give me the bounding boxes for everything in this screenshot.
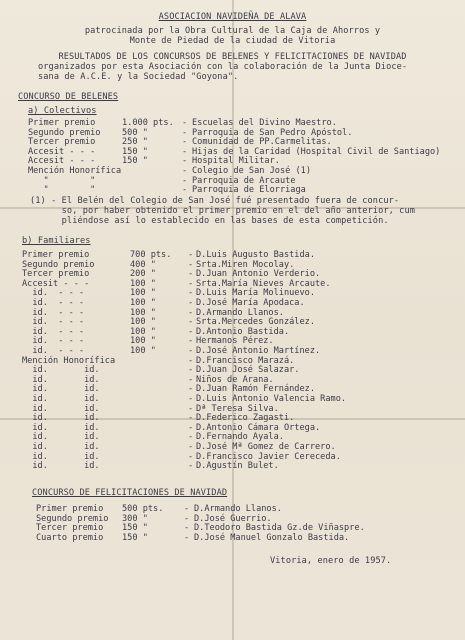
prize-label: id. - - - xyxy=(22,288,85,299)
intro-line: organizados por esta Asociación con la colaboración de la Junta Dioce- xyxy=(38,62,408,72)
prize-row xyxy=(0,250,465,260)
prize-dash: - xyxy=(184,532,190,543)
prize-label: Segundo premio xyxy=(36,513,109,524)
prize-dash: - xyxy=(188,422,194,433)
prize-amount: 100 " xyxy=(130,336,156,347)
prize-row xyxy=(0,452,465,462)
prize-winner: Dª Teresa Silva. xyxy=(196,403,279,414)
prize-winner: D.Francisco Javier Cereceda. xyxy=(196,451,341,462)
document-date: Vitoria, enero de 1957. xyxy=(270,556,392,566)
prize-row xyxy=(0,176,465,186)
prize-row xyxy=(0,317,465,327)
prize-row xyxy=(0,365,465,375)
prize-winner: D.Armando Llanos. xyxy=(196,307,284,318)
familiares-heading: b) Familiares xyxy=(22,236,91,246)
prize-dash: - xyxy=(188,288,194,299)
prize-amount: 400 " xyxy=(130,259,156,270)
prize-dash: - xyxy=(188,326,194,337)
prize-label: Segundo premio xyxy=(22,259,95,270)
prize-amount: 100 " xyxy=(130,326,156,337)
prize-dash: - xyxy=(188,355,194,366)
prize-row xyxy=(0,533,465,543)
prize-winner: D.José Manuel Gonzalo Bastida. xyxy=(194,532,350,543)
prize-dash: - xyxy=(182,118,188,128)
intro-heading: RESULTADOS DE LOS CONCURSOS DE BELENES Y FELICITACIONES DE NAVIDAD xyxy=(58,52,407,62)
prize-dash: - xyxy=(188,374,194,385)
prize-winner: D.Juan Ramón Fernández. xyxy=(196,384,315,395)
prize-label: id. id. xyxy=(22,384,100,395)
prize-dash: - xyxy=(182,175,188,186)
prize-label: Tercer premio xyxy=(36,523,104,534)
prize-winner: Srta.María Nieves Arcaute. xyxy=(196,278,331,289)
prize-label: id. id. xyxy=(22,432,100,443)
prize-winner: Escuelas del Divino Maestro. xyxy=(192,118,337,128)
prize-dash: - xyxy=(182,137,188,148)
prize-dash: - xyxy=(188,394,194,404)
prize-label: Accesit - - - xyxy=(28,156,96,167)
prize-winner: Parroquia de Elorriaga xyxy=(192,185,306,196)
prize-dash: - xyxy=(182,166,188,176)
prize-label: id. - - - xyxy=(22,298,85,308)
prize-label: Mención Honorífica xyxy=(22,355,116,366)
prize-winner: D.José Guerrio. xyxy=(194,513,272,524)
prize-winner: Parroquia de San Pedro Apóstol. xyxy=(192,127,353,138)
prize-label: id. - - - xyxy=(22,346,85,356)
prize-row xyxy=(0,523,465,533)
prize-dash: - xyxy=(188,432,194,443)
prize-row xyxy=(0,404,465,414)
prize-dash: - xyxy=(188,365,194,376)
prize-amount: 700 pts. xyxy=(130,250,172,260)
prize-label: Accesit - - - xyxy=(22,278,90,289)
prize-dash: - xyxy=(188,442,194,452)
prize-label: id. id. xyxy=(22,365,100,376)
prize-row xyxy=(0,118,465,128)
prize-dash: - xyxy=(188,451,194,462)
prize-dash: - xyxy=(188,461,194,472)
prize-dash: - xyxy=(188,336,194,347)
prize-winner: D.Juan José Salazar. xyxy=(196,365,300,376)
prize-row xyxy=(0,423,465,433)
footnote-line: (1) - El Belén del Colegio de San José fué presentado fuera de concur- xyxy=(30,196,400,206)
prize-amount: 100 " xyxy=(130,278,156,289)
prize-label: id. id. xyxy=(22,442,100,452)
prize-label: Tercer premio xyxy=(22,269,90,280)
prize-row xyxy=(0,308,465,318)
prize-amount: 100 " xyxy=(130,317,156,328)
prize-winner: D.Antonio Bastida. xyxy=(196,326,290,337)
prize-row xyxy=(0,156,465,166)
prize-label: Accesit - - - xyxy=(28,146,96,157)
prize-label: Cuarto premio xyxy=(36,532,104,543)
prize-winner: D.Federico Zagasti. xyxy=(196,413,295,424)
header-line: Monte de Piedad de la ciudad de Vitoria xyxy=(129,36,336,46)
prize-row xyxy=(0,260,465,270)
prize-amount: 250 " xyxy=(122,137,148,148)
prize-dash: - xyxy=(184,504,190,514)
prize-label: id. - - - xyxy=(22,307,85,318)
prize-dash: - xyxy=(184,523,190,534)
prize-label: id. - - - xyxy=(22,336,85,347)
prize-winner: D.José Antonio Martínez. xyxy=(196,346,321,356)
prize-row xyxy=(0,166,465,176)
prize-row xyxy=(0,432,465,442)
prize-dash: - xyxy=(188,384,194,395)
prize-label: " " xyxy=(28,175,96,186)
prize-winner: D.Armando Llanos. xyxy=(194,504,282,514)
prize-winner: D.Luis Augusto Bastida. xyxy=(196,250,315,260)
prize-dash: - xyxy=(188,259,194,270)
prize-dash: - xyxy=(188,413,194,424)
prize-label: Segundo premio xyxy=(28,127,101,138)
prize-winner: D.Agustín Bulet. xyxy=(196,461,279,472)
prize-row xyxy=(0,185,465,195)
prize-winner: D.Fernando Ayala. xyxy=(196,432,284,443)
prize-label: " " xyxy=(28,185,96,196)
prize-amount: 150 " xyxy=(122,156,148,167)
prize-winner: Hijas de la Caridad (Hospital Civil de Santiago) xyxy=(192,146,441,157)
prize-label: id. - - - xyxy=(22,326,85,337)
prize-winner: D.Luis Antonio Valencia Ramo. xyxy=(196,394,347,404)
prize-label: Primer premio xyxy=(36,504,104,514)
prize-row xyxy=(0,288,465,298)
prize-winner: D.Teodoro Bastida Gz.de Viñaspre. xyxy=(194,523,365,534)
prize-winner: Srta.Miren Mocolay. xyxy=(196,259,295,270)
prize-dash: - xyxy=(184,513,190,524)
prize-row xyxy=(0,128,465,138)
prize-label: Primer premio xyxy=(28,118,96,128)
prize-amount: 100 " xyxy=(130,346,156,356)
prize-dash: - xyxy=(188,269,194,280)
prize-amount: 300 " xyxy=(122,513,148,524)
prize-amount: 150 " xyxy=(122,523,148,534)
prize-winner: D.Antonio Cámara Ortega. xyxy=(196,422,321,433)
prize-dash: - xyxy=(182,127,188,138)
prize-dash: - xyxy=(188,278,194,289)
prize-dash: - xyxy=(188,307,194,318)
prize-dash: - xyxy=(182,185,188,196)
prize-amount: 500 pts. xyxy=(122,504,164,514)
prize-dash: - xyxy=(188,346,194,356)
prize-winner: D.José Mª Gomez de Carrero. xyxy=(196,442,336,452)
prize-label: Primer premio xyxy=(22,250,90,260)
prize-dash: - xyxy=(188,250,194,260)
prize-label: id. id. xyxy=(22,374,100,385)
prize-amount: 1.000 pts. xyxy=(122,118,174,128)
footnote-line: pliéndose así lo establecido en las bases de esta competición. xyxy=(30,216,389,226)
prize-label: id. id. xyxy=(22,394,100,404)
prize-label: id. id. xyxy=(22,461,100,472)
prize-dash: - xyxy=(188,317,194,328)
prize-winner: D.Francisco Marazá. xyxy=(196,355,295,366)
prize-label: id. - - - xyxy=(22,317,85,328)
prize-row xyxy=(0,384,465,394)
prize-row xyxy=(0,147,465,157)
prize-label: id. id. xyxy=(22,422,100,433)
prize-winner: D.Luis María Molinuevo. xyxy=(196,288,315,299)
prize-row xyxy=(0,514,465,524)
header-title: ASOCIACION NAVIDEÑA DE ALAVA xyxy=(158,12,307,22)
prize-row xyxy=(0,269,465,279)
prize-row xyxy=(0,298,465,308)
footnote-line: so, por haber obtenido el primer premio en el del año anterior, cum xyxy=(30,206,415,216)
prize-dash: - xyxy=(188,403,194,414)
prize-amount: 100 " xyxy=(130,307,156,318)
prize-row xyxy=(0,279,465,289)
prize-label: id. id. xyxy=(22,451,100,462)
prize-row xyxy=(0,442,465,452)
colectivos-heading: a) Colectivos xyxy=(28,106,97,116)
prize-winner: Comunidad de PP.Carmelitas. xyxy=(192,137,332,148)
prize-winner: Hermanos Pérez. xyxy=(196,336,274,347)
header-line: patrocinada por la Obra Cultural de la Caja de Ahorros y xyxy=(84,26,381,36)
prize-winner: Parroquia de Arcaute xyxy=(192,175,296,186)
prize-winner: Colegio de San José (1) xyxy=(192,166,311,176)
prize-winner: D.José María Apodaca. xyxy=(196,298,305,308)
felicitaciones-heading: CONCURSO DE FELICITACIONES DE NAVIDAD xyxy=(32,488,228,498)
prize-amount: 150 " xyxy=(122,146,148,157)
prize-winner: Srta.Mercedes González. xyxy=(196,317,315,328)
prize-winner: Hospital Militar. xyxy=(192,156,280,167)
prize-amount: 100 " xyxy=(130,288,156,299)
prize-row xyxy=(0,413,465,423)
intro-line: sana de A.C.E. y la Sociedad "Goyona". xyxy=(38,72,239,82)
prize-dash: - xyxy=(188,298,194,308)
prize-amount: 150 " xyxy=(122,532,148,543)
prize-dash: - xyxy=(182,156,188,167)
prize-winner: D.Juan Antonio Verderio. xyxy=(196,269,321,280)
prize-row xyxy=(0,461,465,471)
prize-label: id. id. xyxy=(22,413,100,424)
prize-row xyxy=(0,394,465,404)
prize-label: Tercer premio xyxy=(28,137,96,148)
prize-amount: 200 " xyxy=(130,269,156,280)
belenes-heading: CONCURSO DE BELENES xyxy=(18,92,119,102)
prize-row xyxy=(0,346,465,356)
prize-row xyxy=(0,504,465,514)
prize-row xyxy=(0,336,465,346)
prize-label: Mención Honorífica xyxy=(28,166,122,176)
prize-amount: 100 " xyxy=(130,298,156,308)
prize-dash: - xyxy=(182,146,188,157)
prize-label: id. id. xyxy=(22,403,100,414)
prize-amount: 500 " xyxy=(122,127,148,138)
prize-row xyxy=(0,137,465,147)
prize-winner: Niños de Arana. xyxy=(196,374,274,385)
